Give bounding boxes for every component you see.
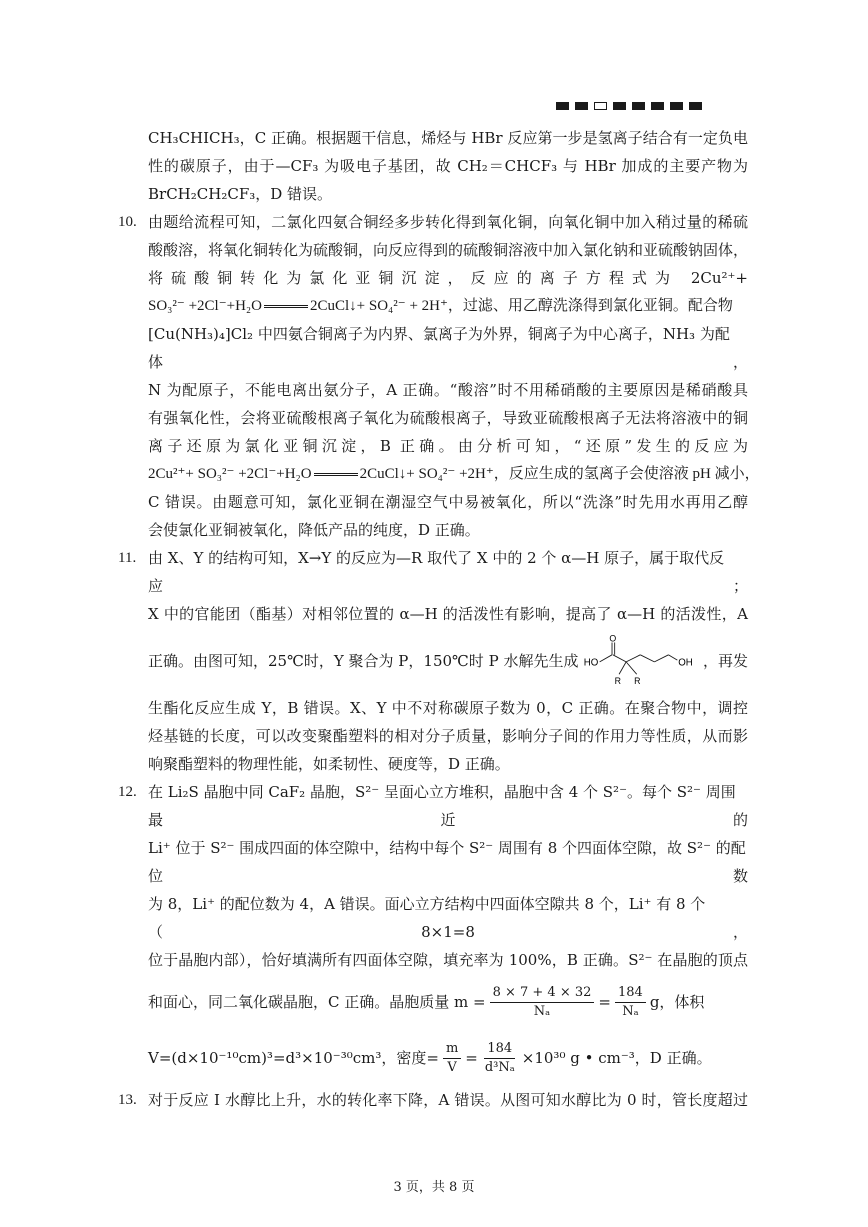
equation-lhs: SO₃²⁻ +2Cl⁻+H₂O	[148, 298, 262, 314]
text-line: CH₃CHICH₃，C 正确。根据题干信息，烯烃与 HBr 反应第一步是氢离子结合有一定负电	[148, 129, 748, 147]
text-segment: ×10³⁰ g • cm⁻³，D 正确。	[521, 1049, 712, 1067]
header-mark	[575, 102, 588, 110]
header-mark	[670, 102, 683, 110]
equation-line	[148, 460, 760, 488]
answer-content	[118, 124, 760, 1114]
text-line: N 为配原子，不能电离出氨分子，A 正确。“酸溶”时不用稀硝酸的主要原因是稀硝酸具	[148, 381, 748, 399]
formula-line	[148, 1030, 748, 1086]
text-line: 在 Li₂S 晶胞中同 CaF₂ 晶胞，S²⁻ 呈面心立方堆积，晶胞中含 4 个 S²⁻。每个 S²⁻ 周围最近的	[148, 783, 748, 829]
header-marks	[556, 102, 702, 110]
text-segment: V=(d×10⁻¹⁰cm)³=d³×10⁻³⁰cm³，密度=	[148, 1049, 439, 1067]
header-mark	[689, 102, 702, 110]
item-number: 11.	[118, 550, 137, 566]
text-line: 位于晶胞内部），恰好填满所有四面体空隙，填充率为 100%，B 正确。S²⁻ 在晶胞的顶点	[148, 951, 748, 969]
text-line: 酸酸溶，将氧化铜转化为硫酸铜，向反应得到的硫酸铜溶液中加入氯化钠和亚硫酸钠固体，	[148, 241, 749, 259]
text-line: C 错误。由题意可知，氯化亚铜在潮湿空气中易被氧化，所以“洗涤”时先用水再用乙醇	[148, 493, 748, 511]
bond	[620, 662, 627, 674]
fraction	[482, 1040, 518, 1077]
numerator: 184	[484, 1040, 515, 1059]
oh-label: OH	[678, 657, 694, 669]
text-line: 有强氧化性，会将亚硫酸根离子氧化为硫酸根离子，导致亚硫酸根离子无法将溶液中的铜	[148, 409, 748, 427]
text-line: [Cu(NH₃)₄]Cl₂ 中四氨合铜离子为内界、氯离子为外界，铜离子为中心离子，NH₃ 为配体，	[148, 325, 748, 371]
equation-line	[148, 292, 748, 320]
o-label: O	[609, 633, 617, 644]
hydroxy-acid-structure	[582, 632, 699, 690]
equals-sign	[264, 305, 308, 308]
formula-line	[148, 974, 748, 1030]
equation-rhs: 2CuCl↓+ SO₄²⁻ +2H⁺，反应生成的氢离子会使溶液 pH 减小，	[359, 466, 760, 482]
text-segment: 正确。由图可知，25℃时，Y 聚合为 P，150℃时 P 水解先生成	[148, 652, 579, 670]
text-line: 为 8，Li⁺ 的配位数为 4，A 错误。面心立方结构中四面体空隙共 8 个，Li⁺ 有 8 个（8×1=8，	[148, 895, 748, 941]
text-line: 生酯化反应生成 Y，B 错误。X、Y 中不对称碳原子数为 0，C 正确。在聚合物中，调控	[148, 699, 748, 717]
text-line: 将硫酸铜转化为氯化亚铜沉淀，反应的离子方程式为 2Cu²⁺+	[148, 269, 748, 287]
equation-rhs: 2CuCl↓+ SO₄²⁻ + 2H⁺，过滤、用乙醇洗涤得到氯化亚铜。配合物	[309, 298, 733, 314]
text-line: 由 X、Y 的结构可知，X→Y 的反应为—R 取代了 X 中的 2 个 α—H 原子，属于取代反应；	[148, 549, 748, 595]
answer-item-13	[118, 1086, 748, 1114]
text-line: 烃基链的长度，可以改变聚酯塑料的相对分子质量，影响分子间的作用力等性质，从而影	[148, 727, 748, 745]
numerator: 184	[615, 984, 646, 1003]
text-line: 响聚酯塑料的物理性能，如柔韧性、硬度等，D 正确。	[148, 755, 510, 773]
item-number: 10.	[118, 214, 137, 230]
denominator: d³Nₐ	[484, 1059, 515, 1075]
continuation-q9	[118, 124, 748, 208]
text-segment: ，再发	[702, 652, 748, 670]
header-mark	[651, 102, 664, 110]
answer-item-12	[118, 778, 748, 1086]
text-line: BrCH₂CH₂CF₃，D 错误。	[148, 185, 333, 203]
denominator: Nₐ	[533, 1003, 551, 1019]
item-number: 13.	[118, 1092, 137, 1108]
bond	[600, 655, 612, 662]
answer-item-10	[118, 208, 760, 544]
denominator: V	[447, 1059, 457, 1075]
numerator: m	[443, 1040, 461, 1059]
equals-text: =	[465, 1049, 478, 1067]
fraction	[615, 984, 646, 1021]
bond	[627, 662, 638, 674]
text-line: X 中的官能团（酯基）对相邻位置的 α—H 的活泼性有影响，提高了 α—H 的活泼性，A	[148, 605, 748, 623]
header-mark	[632, 102, 645, 110]
text-line: 对于反应 Ⅰ 水醇比上升，水的转化率下降，A 错误。从图可知水醇比为 0 时，管长度超过	[148, 1091, 748, 1109]
text-line-with-structure	[148, 628, 748, 694]
header-mark	[556, 102, 569, 110]
answer-item-11	[118, 544, 748, 778]
fraction	[490, 984, 595, 1021]
r-label: R	[634, 675, 641, 686]
bond	[641, 655, 655, 662]
r-label: R	[615, 675, 622, 686]
fraction	[443, 1040, 461, 1077]
equals-sign	[314, 473, 358, 476]
equals-text: =	[598, 993, 611, 1011]
text-line: 由题给流程可知，二氯化四氨合铜经多步转化得到氧化铜，向氧化铜中加入稍过量的稀硫	[148, 213, 748, 231]
text-segment: 和面心，同二氧化碳晶胞，C 正确。晶胞质量 m =	[148, 993, 486, 1011]
text-segment: g，体积	[649, 993, 705, 1011]
text-line: 性的碳原子，由于—CF₃ 为吸电子基团，故 CH₂＝CHCF₃ 与 HBr 加成的主要产物为	[148, 157, 748, 175]
bond	[627, 655, 641, 662]
page-footer: 3 页，共 8 页	[393, 1180, 475, 1195]
text-line: 离子还原为氯化亚铜沉淀，B 正确。由分析可知，“还原”发生的反应为	[148, 437, 748, 455]
header-mark-hollow	[594, 102, 607, 110]
numerator: 8 × 7 + 4 × 32	[490, 984, 595, 1003]
denominator: Nₐ	[622, 1003, 639, 1019]
equation-lhs: 2Cu²⁺+ SO₃²⁻ +2Cl⁻+H₂O	[148, 466, 312, 482]
bond	[669, 655, 678, 660]
header-mark	[613, 102, 626, 110]
text-line: Li⁺ 位于 S²⁻ 围成四面的体空隙中，结构中每个 S²⁻ 周围有 8 个四面体空隙，故 S²⁻ 的配位数	[148, 839, 748, 885]
text-line: 会使氯化亚铜被氧化，降低产品的纯度，D 正确。	[148, 521, 480, 539]
item-number: 12.	[118, 784, 137, 800]
bond	[613, 655, 626, 662]
ho-label: HO	[584, 657, 599, 669]
bond	[655, 655, 669, 662]
